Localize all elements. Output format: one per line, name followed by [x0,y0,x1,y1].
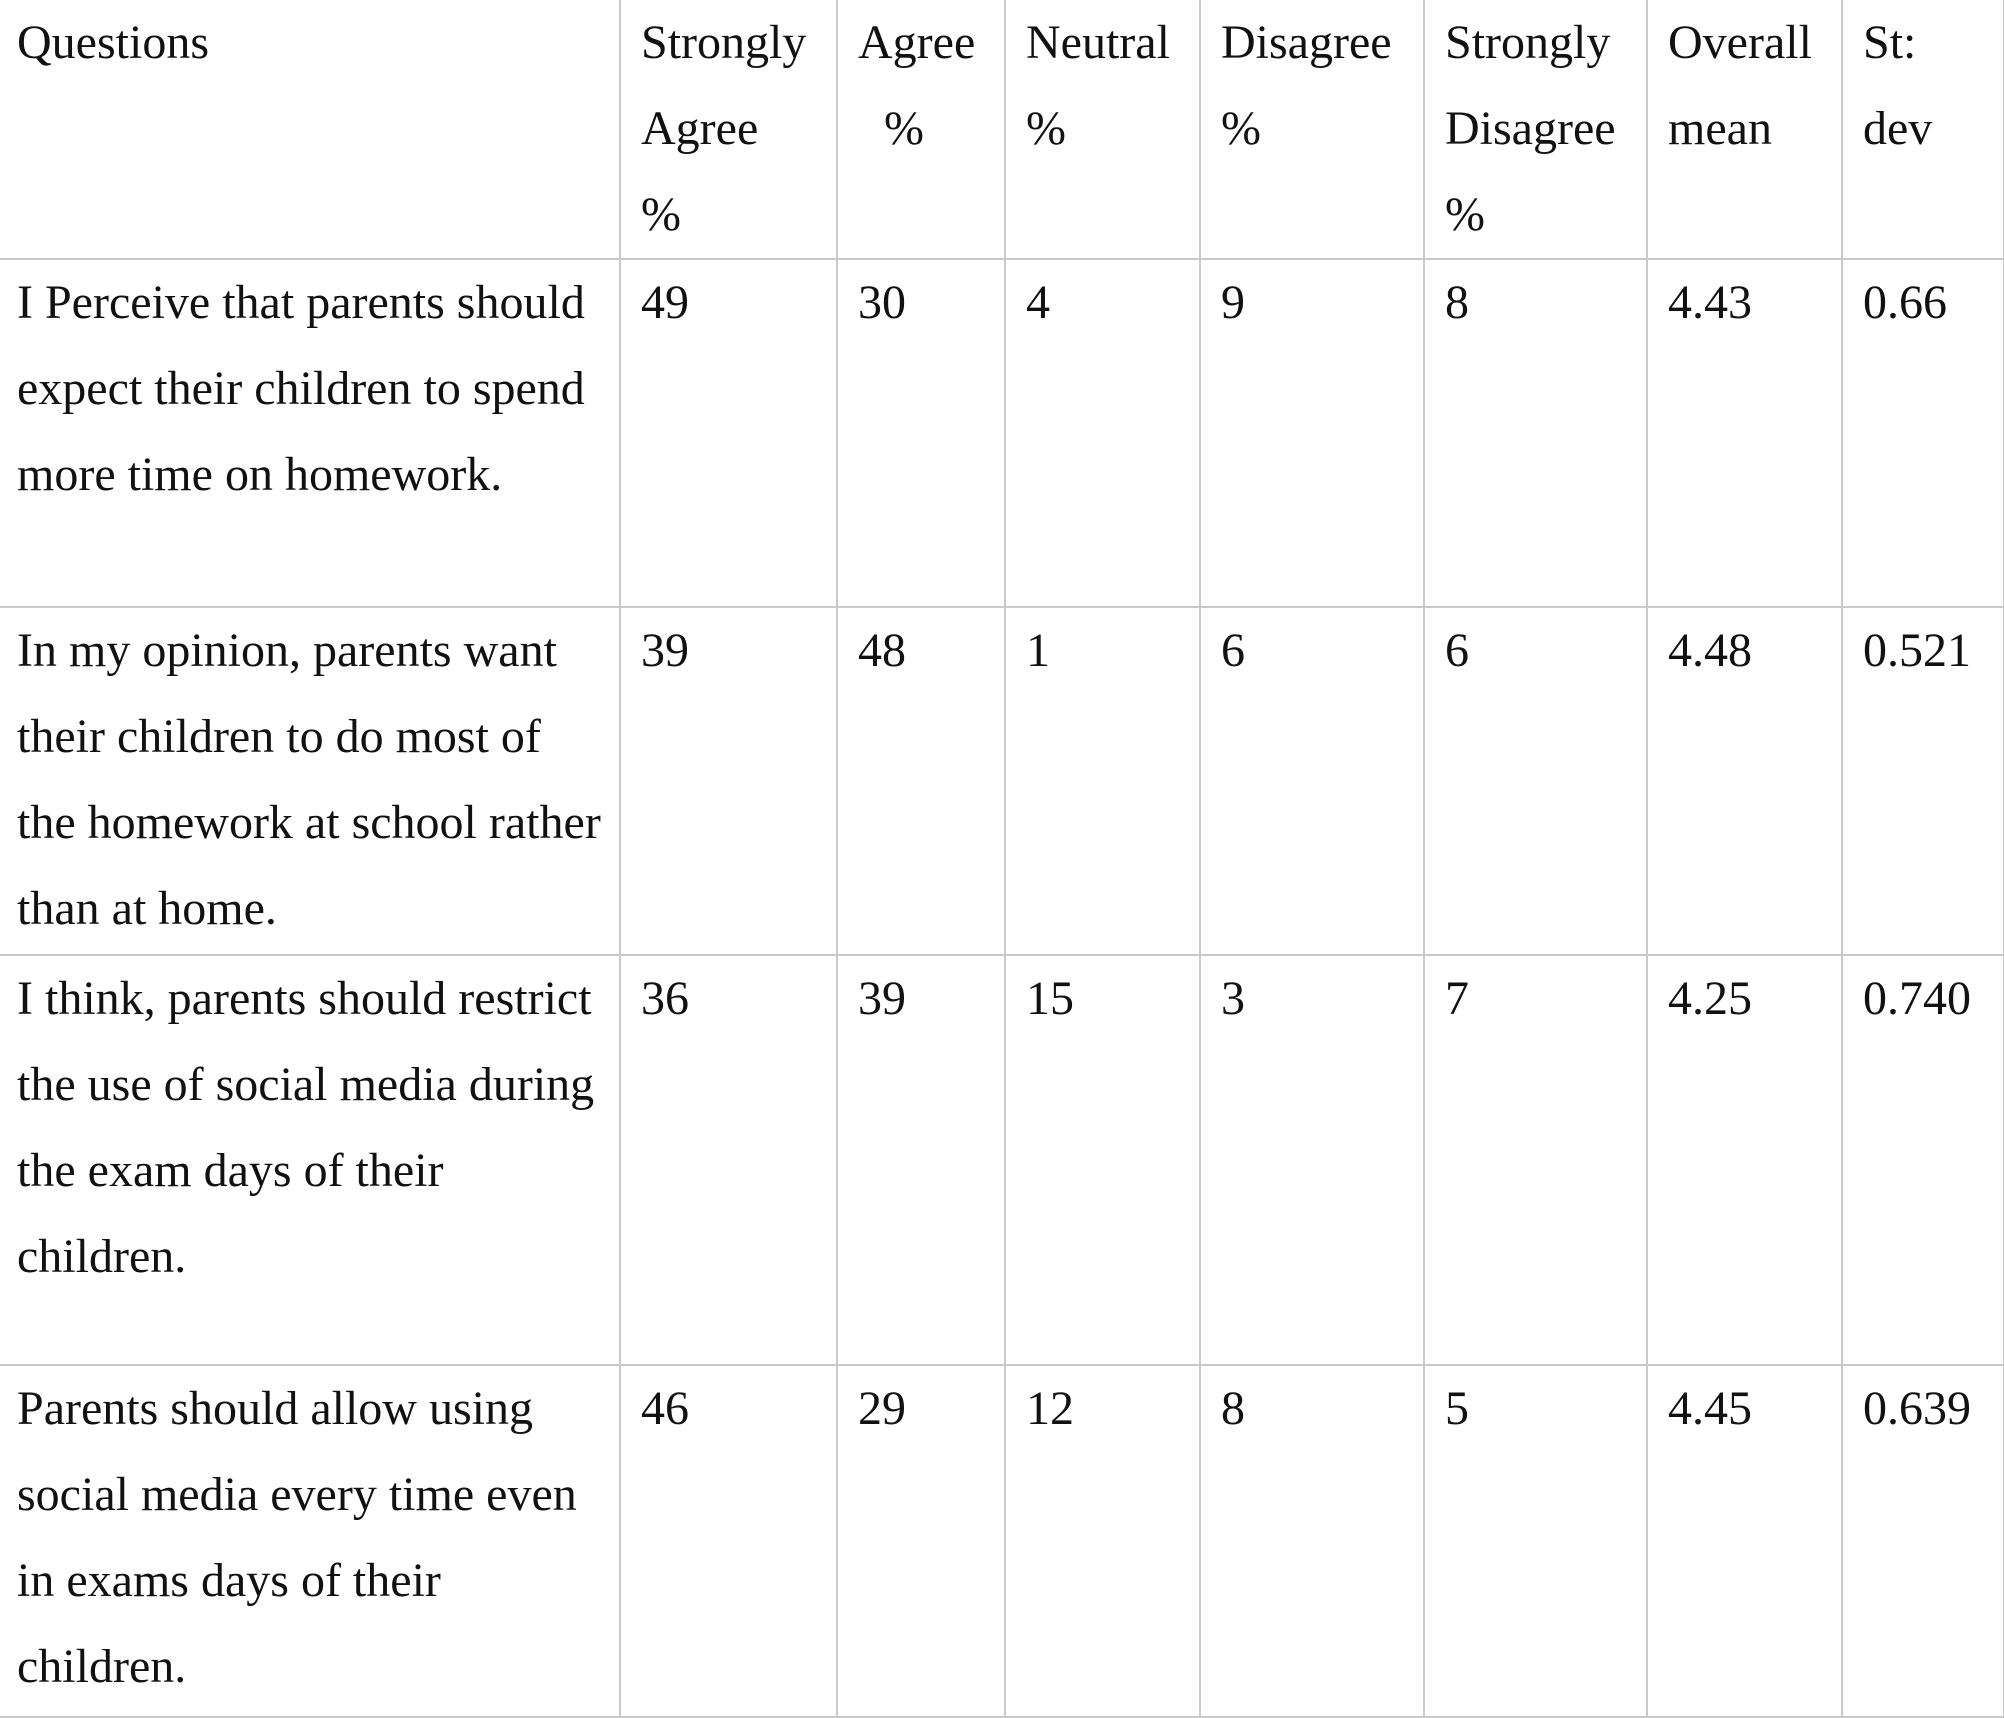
table-row [0,955,2004,1365]
strongly-agree-cell: 49 [620,259,837,607]
agree-cell: 30 [837,259,1005,607]
st-dev-cell: 0.740 [1842,955,2004,1365]
disagree-cell: 8 [1200,1365,1424,1717]
header-row [0,0,2004,259]
header-neutral-line-1: Neutral [1026,16,1170,69]
neutral-cell: 4 [1005,259,1200,607]
header-strongly-disagree-line-3: % [1445,188,1485,241]
header-st-dev [1842,0,2004,259]
st-dev-cell: 0.639 [1842,1365,2004,1717]
agree-cell: 29 [837,1365,1005,1717]
strongly-disagree-cell: 6 [1424,607,1647,955]
header-agree [837,0,1005,259]
header-neutral [1005,0,1200,259]
question-cell: I think, parents should restrict the use of social media during the exam days of their children. [0,955,620,1365]
overall-mean-cell: 4.25 [1647,955,1842,1365]
header-strongly-agree-line-2: Agree [641,102,759,155]
strongly-disagree-cell: 8 [1424,259,1647,607]
neutral-cell: 1 [1005,607,1200,955]
header-strongly-disagree-line-1: Strongly [1445,16,1611,69]
header-strongly-agree [620,0,837,259]
header-agree-line-2: % [884,102,924,155]
strongly-disagree-cell: 7 [1424,955,1647,1365]
disagree-cell: 3 [1200,955,1424,1365]
disagree-cell: 9 [1200,259,1424,607]
st-dev-cell: 0.66 [1842,259,2004,607]
neutral-cell: 15 [1005,955,1200,1365]
header-overall-mean-line-1: Overall [1668,16,1812,69]
overall-mean-cell: 4.43 [1647,259,1842,607]
table-row [0,1365,2004,1717]
header-strongly-agree-line-3: % [641,188,681,241]
question-cell: I Perceive that parents should expect their children to spend more time on homework. [0,259,620,607]
agree-cell: 39 [837,955,1005,1365]
strongly-agree-cell: 36 [620,955,837,1365]
overall-mean-cell: 4.48 [1647,607,1842,955]
disagree-cell: 6 [1200,607,1424,955]
header-disagree-line-2: % [1221,102,1261,155]
header-strongly-disagree-line-2: Disagree [1445,102,1616,155]
header-questions [0,0,620,259]
agree-cell: 48 [837,607,1005,955]
question-cell: Parents should allow using social media every time even in exams days of their children. [0,1365,620,1717]
header-agree-line-1: Agree [858,16,976,69]
header-questions-line-1: Questions [17,16,209,69]
overall-mean-cell: 4.45 [1647,1365,1842,1717]
strongly-disagree-cell: 5 [1424,1365,1647,1717]
strongly-agree-cell: 39 [620,607,837,955]
neutral-cell: 12 [1005,1365,1200,1717]
header-strongly-agree-line-1: Strongly [641,16,807,69]
header-strongly-disagree [1424,0,1647,259]
header-disagree-line-1: Disagree [1221,16,1392,69]
header-overall-mean [1647,0,1842,259]
header-st-dev-line-1: St: [1863,16,1917,69]
header-neutral-line-2: % [1026,102,1066,155]
question-cell: In my opinion, parents want their children to do most of the homework at school rather than at home. [0,607,620,955]
header-overall-mean-line-2: mean [1668,102,1772,155]
header-st-dev-line-2: dev [1863,102,1933,155]
st-dev-cell: 0.521 [1842,607,2004,955]
table-row [0,607,2004,955]
strongly-agree-cell: 46 [620,1365,837,1717]
header-disagree [1200,0,1424,259]
table-row [0,259,2004,607]
